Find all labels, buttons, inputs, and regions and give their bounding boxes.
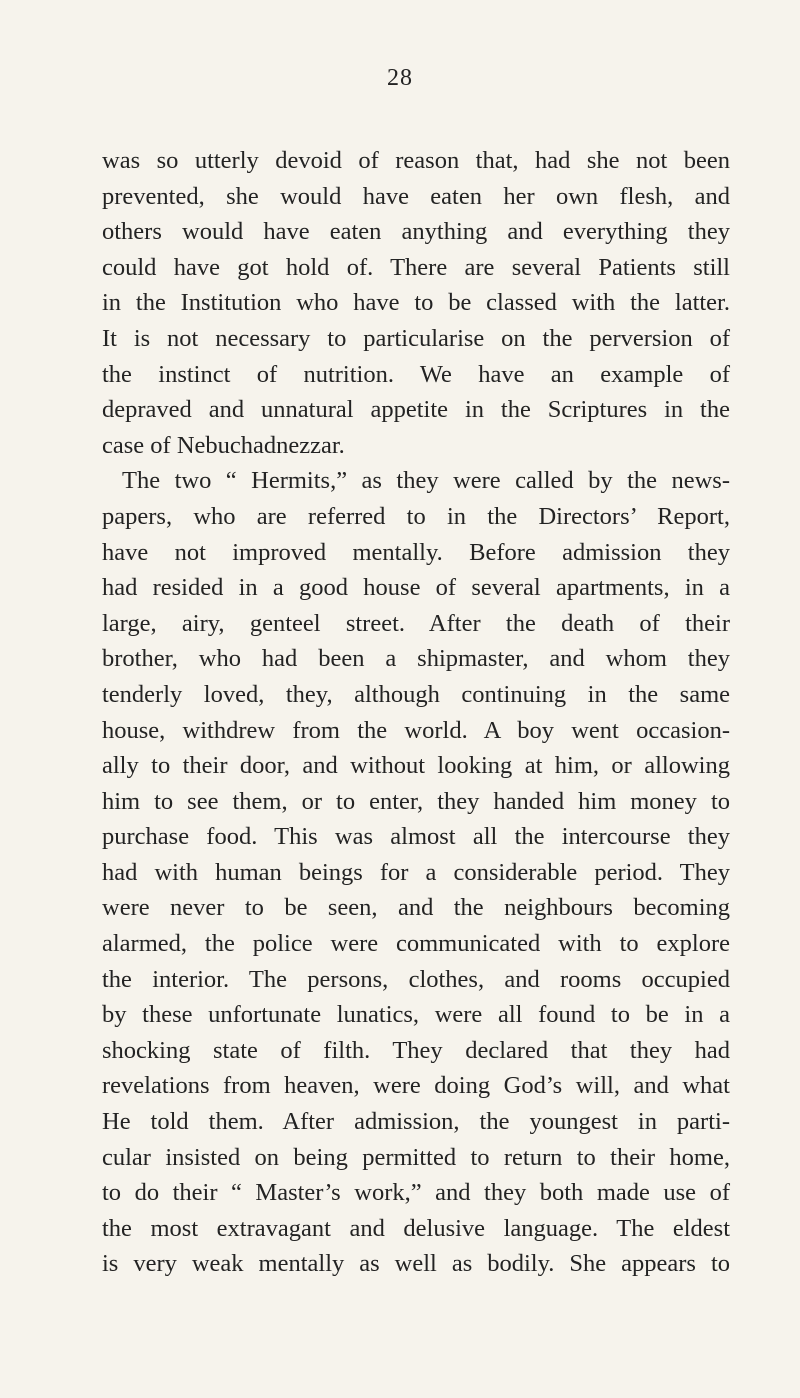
text-line: purchase food. This was almost all the intercourse they	[102, 823, 730, 851]
text-line: papers, who are referred to in the Directors’ Report,	[102, 502, 730, 530]
text-line: others would have eaten anything and everything they	[102, 218, 730, 246]
text-line: the instinct of nutrition. We have an example of	[102, 360, 730, 388]
body-text	[102, 143, 730, 1282]
text-line: had resided in a good house of several apartments, in a	[102, 574, 730, 602]
text-line: It is not necessary to particularise on the perversion of	[102, 324, 730, 352]
text-line: cular insisted on being permitted to return to their home,	[102, 1143, 730, 1171]
text-line: by these unfortunate lunatics, were all found to be in a	[102, 1001, 730, 1029]
text-line: prevented, she would have eaten her own flesh, and	[102, 182, 730, 210]
text-line: shocking state of filth. They declared that they had	[102, 1036, 730, 1064]
text-line: large, airy, genteel street. After the death of their	[102, 609, 730, 637]
text-line: is very weak mentally as well as bodily. She appears to	[102, 1250, 730, 1278]
text-line: the most extravagant and delusive language. The eldest	[102, 1214, 730, 1242]
text-line: him to see them, or to enter, they handed him money to	[102, 787, 730, 815]
text-line: were never to be seen, and the neighbours becoming	[102, 894, 730, 922]
text-line: depraved and unnatural appetite in the Scriptures in the	[102, 396, 730, 424]
text-line: house, withdrew from the world. A boy went occasion-	[102, 716, 730, 744]
text-line: alarmed, the police were communicated with to explore	[102, 930, 730, 958]
text-line: was so utterly devoid of reason that, had she not been	[102, 147, 730, 174]
text-line: case of Nebuchadnezzar.	[102, 431, 345, 459]
text-line: tenderly loved, they, although continuing in the same	[102, 680, 730, 708]
text-line: the interior. The persons, clothes, and rooms occupied	[102, 965, 730, 993]
text-line: He told them. After admission, the youngest in parti-	[102, 1108, 730, 1136]
page-number: 28	[387, 65, 413, 91]
text-line: could have got hold of. There are several Patients still	[102, 253, 730, 281]
paragraph	[102, 143, 730, 463]
text-line: have not improved mentally. Before admission they	[102, 538, 730, 566]
text-line: revelations from heaven, were doing God’s will, and what	[102, 1072, 730, 1100]
text-line: The two “ Hermits,” as they were called by the news-	[122, 467, 730, 495]
text-line: to do their “ Master’s work,” and they both made use of	[102, 1179, 730, 1207]
text-line: brother, who had been a shipmaster, and whom they	[102, 645, 730, 673]
text-line: in the Institution who have to be classed with the latter.	[102, 289, 730, 317]
text-line: had with human beings for a considerable period. They	[102, 858, 730, 886]
paragraph	[102, 463, 730, 1282]
text-line: ally to their door, and without looking at him, or allowing	[102, 752, 730, 780]
